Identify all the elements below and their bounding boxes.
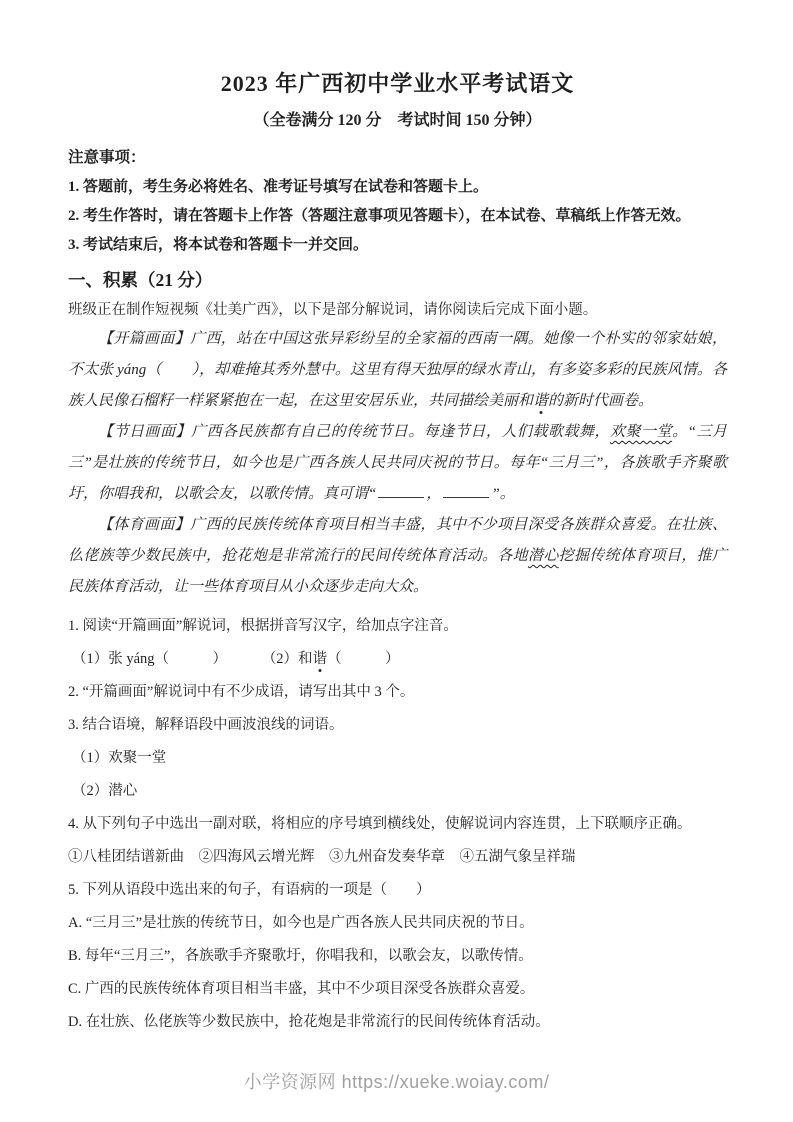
passage-text: 【节日画面】广西各民族都有自己的传统节日。每逢节日，人们载歌载舞， bbox=[98, 424, 611, 440]
question-1-part-2 bbox=[269, 651, 400, 667]
notice-item-1: 1. 答题前，考生务必将姓名、准考证号填写在试卷和答题卡上。 bbox=[68, 179, 489, 195]
passage-text: 挖掘传统体育项目，推广民族体育活动，让一些体育项目从小众逐步走向大众。 bbox=[68, 548, 727, 595]
question-2-stem: 2. “开篇画面”解说词中有不少成语，请写出其中 3 个。 bbox=[68, 684, 415, 700]
question-3-sub-2: （2）潜心 bbox=[72, 783, 138, 799]
question-list bbox=[68, 616, 727, 1032]
watermark-footer: 小学资源网 https://xueke.woiay.com/ bbox=[243, 1072, 550, 1092]
question-3-sub-1: （1）欢聚一堂 bbox=[72, 750, 167, 766]
question-5-option-b: B. 每年“三月三”，各族歌手齐聚歌圩，你唱我和，以歌会友，以歌传情。 bbox=[68, 948, 533, 964]
question-4-stem: 4. 从下列句子中选出一副对联，将相应的序号填到横线处，使解说词内容连贯，上下联顺序正确。 bbox=[68, 816, 692, 832]
section-one-heading: 一、积累（21 分） bbox=[68, 270, 213, 290]
question-5-option-c: C. 广西的民族传统体育项目相当丰盛，其中不少项目深受各族群众喜爱。 bbox=[68, 981, 535, 997]
exam-score-time-info: （全卷满分 120 分 考试时间 150 分钟） bbox=[253, 112, 542, 129]
passage-festival-scene bbox=[68, 417, 727, 510]
reading-passages bbox=[68, 324, 727, 603]
section-intro: 班级正在制作短视频《壮美广西》，以下是部分解说词，请你阅读后完成下面小题。 bbox=[68, 302, 598, 318]
passage-text: 【体育画面】广西的民族传统体育项目相当丰盛，其中不少项目深受各族群众喜爱。在壮族、仫佬族等少数民族中，抢花炮是非常流行的民间传统体育活动。各地 bbox=[68, 517, 727, 564]
answer-blank bbox=[443, 484, 489, 498]
notice-heading: 注意事项： bbox=[68, 149, 146, 166]
part-2-prefix: （2）和 bbox=[269, 651, 313, 667]
question-5-stem: 5. 下列从语段中选出来的句子，有语病的一项是（ ） bbox=[68, 882, 431, 898]
wavy-underlined-phrase: 潜心 bbox=[527, 548, 559, 564]
question-1-part-1: （1）张 yáng（ ） bbox=[72, 651, 228, 667]
page-title: 2023 年广西初中学业水平考试语文 bbox=[220, 71, 575, 96]
part-2-suffix: （ ） bbox=[327, 651, 400, 667]
dotted-emphasis-char: 谐 bbox=[312, 651, 328, 667]
wavy-underlined-phrase: 欢聚一堂 bbox=[610, 424, 673, 440]
passage-sports-scene bbox=[68, 510, 727, 603]
passage-text: ， bbox=[426, 486, 442, 502]
question-1-stem: 1. 阅读“开篇画面”解说词，根据拼音写汉字，给加点字注音。 bbox=[68, 618, 458, 634]
passage-text: 【开篇画面】广西，站在中国这张异彩纷呈的全家福的西南一隅。她像一个朴实的邻家姑娘，不太张 yáng（ ），却难掩其秀外慧中。这里有得天独厚的绿水青山，有多姿多彩的民族风情。各族人民像石榴籽一样紧紧抱在一起，在这里安居乐业，共同描绘美丽和 bbox=[68, 331, 727, 409]
dotted-emphasis-char: 谐 bbox=[533, 393, 549, 409]
answer-blank bbox=[378, 484, 424, 498]
question-1-parts bbox=[68, 649, 727, 669]
question-5-option-d: D. 在壮族、仫佬族等少数民族中，抢花炮是非常流行的民间传统体育活动。 bbox=[68, 1014, 550, 1030]
question-4-options: ①八桂团结谱新曲 ②四海风云增光辉 ③九州奋发奏华章 ④五湖气象呈祥瑞 bbox=[68, 849, 576, 865]
notice-item-3: 3. 考试结束后，将本试卷和答题卡一并交回。 bbox=[68, 237, 369, 253]
passage-text: 的新时代画卷。 bbox=[548, 393, 654, 409]
passage-text: ”。 bbox=[491, 486, 515, 502]
passage-opening-scene bbox=[68, 324, 727, 417]
question-3-stem: 3. 结合语境，解释语段中画波浪线的词语。 bbox=[68, 717, 344, 733]
passage-text: 。“三月三”是壮族的传统节日，如今也是广西各族人民共同庆祝的节日。每年“三月三”，各族歌手齐聚歌圩，你唱我和，以歌会友，以歌传情。真可谓“ bbox=[68, 424, 727, 502]
question-5-option-a: A. “三月三”是壮族的传统节日，如今也是广西各族人民共同庆祝的节日。 bbox=[68, 915, 534, 931]
notice-item-2: 2. 考生作答时，请在答题卡上作答（答题注意事项见答题卡），在本试卷、草稿纸上作答无效。 bbox=[68, 208, 691, 224]
